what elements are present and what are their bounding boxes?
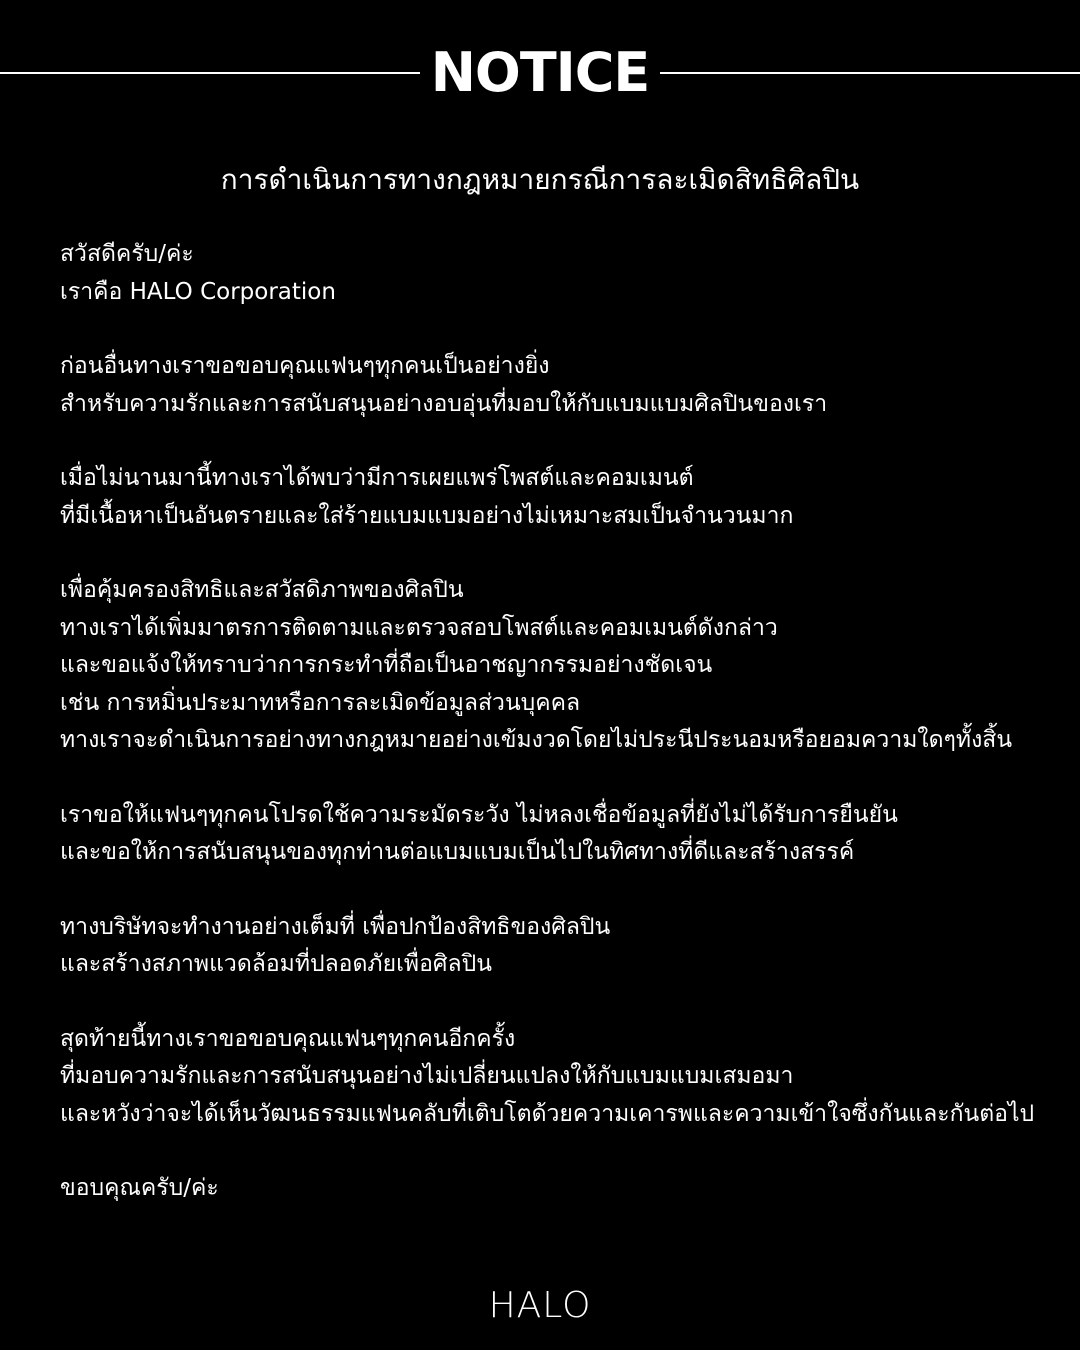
body-line: และหวังว่าจะได้เห็นวัฒนธรรมแฟนคลับที่เติบโตด้วยความเคารพและความเข้าใจซึ่งกันและกันต่อไป [60, 1100, 1035, 1127]
paragraph-closing [60, 1021, 1050, 1134]
body-line: เมื่อไม่นานมานี้ทางเราได้พบว่ามีการเผยแพร่โพสต์และคอมเมนต์ [60, 465, 694, 491]
paragraph-thanks [60, 348, 1050, 423]
body-line: ก่อนอื่นทางเราขอขอบคุณแฟนๆทุกคนเป็นอย่างยิ่ง [60, 353, 550, 379]
header-divider-right [660, 72, 1080, 74]
body-line: ที่มอบความรักและการสนับสนุนอย่างไม่เปลี่ยนแปลงให้กับแบมแบมเสมอมา [60, 1063, 794, 1089]
body-line: ทางเราได้เพิ่มมาตรการติดตามและตรวจสอบโพสต์และคอมเมนต์ดังกล่าว [60, 614, 778, 641]
body-line: สุดท้ายนี้ทางเราขอขอบคุณแฟนๆทุกคนอีกครั้ง [60, 1025, 516, 1052]
body-line: สำหรับความรักและการสนับสนุนอย่างอบอุ่นที่มอบให้กับแบมแบมศิลปินของเรา [60, 390, 828, 417]
halo-logo: HALO [488, 1285, 592, 1326]
body-line: สวัสดีครับ/ค่ะ [60, 241, 194, 267]
paragraph-caution [60, 797, 1050, 872]
paragraph-legal-action [60, 572, 1050, 760]
body-line: เพื่อคุ้มครองสิทธิและสวัสดิภาพของศิลปิน [60, 577, 464, 603]
body-line: เช่น การหมิ่นประมาทหรือการละเมิดข้อมูลส่วนบุคคล [60, 689, 581, 716]
body-line: และขอให้การสนับสนุนของทุกท่านต่อแบมแบมเป็นไปในทิศทางที่ดีและสร้างสรรค์ [60, 839, 855, 865]
body-line: ทางเราจะดำเนินการอย่างทางกฎหมายอย่างเข้มงวดโดยไม่ประนีประนอมหรือยอมความใดๆทั้งสิ้น [60, 727, 1013, 753]
header-divider-left [0, 72, 420, 74]
body-line: เราขอให้แฟนๆทุกคนโปรดใช้ความระมัดระวัง ไม่หลงเชื่อข้อมูลที่ยังไม่ได้รับการยืนยัน [60, 801, 898, 828]
paragraph-greeting [60, 236, 1050, 311]
paragraph-issue [60, 460, 1050, 535]
notice-subtitle: การดำเนินการทางกฎหมายกรณีการละเมิดสิทธิศิลปิน [220, 163, 860, 196]
body-line: เราคือ HALO Corporation [60, 278, 336, 305]
paragraph-commitment [60, 909, 1050, 984]
body-line: และสร้างสภาพแวดล้อมที่ปลอดภัยเพื่อศิลปิน [60, 951, 492, 977]
notice-body [60, 236, 1050, 1245]
notice-header [0, 38, 1080, 108]
body-line: ขอบคุณครับ/ค่ะ [60, 1175, 219, 1201]
paragraph-signoff [60, 1170, 1050, 1208]
body-line: และขอแจ้งให้ทราบว่าการกระทำที่ถือเป็นอาชญากรรมอย่างชัดเจน [60, 652, 713, 678]
body-line: ที่มีเนื้อหาเป็นอันตรายและใส่ร้ายแบมแบมอย่างไม่เหมาะสมเป็นจำนวนมาก [60, 502, 794, 529]
notice-title: NOTICE [430, 41, 650, 104]
body-line: ทางบริษัทจะทำงานอย่างเต็มที่ เพื่อปกป้องสิทธิของศิลปิน [60, 913, 611, 940]
